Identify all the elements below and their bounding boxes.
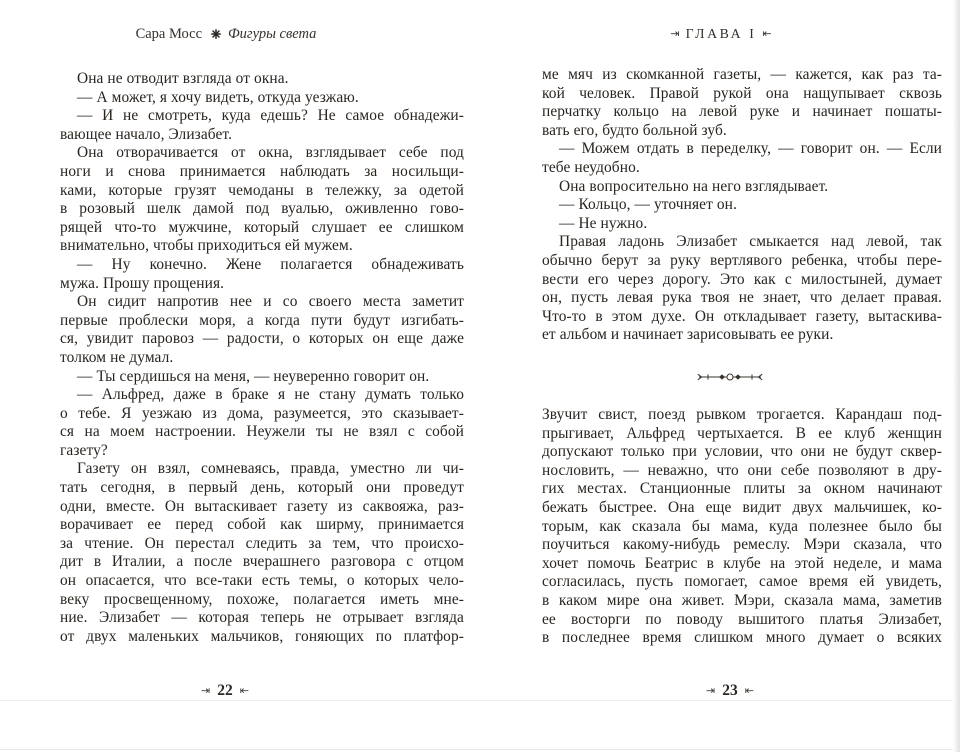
scan-artifact-line <box>0 749 960 750</box>
text-line: ет альбом и начинает зарисовывать ее руки. <box>542 326 834 344</box>
text-line: — Ну конечно. Жене полагается обнадеживать <box>77 255 464 273</box>
arrow-circle-divider-icon <box>697 369 763 379</box>
text-line: — Кольцо, — уточняет он. <box>559 196 737 214</box>
text-line: прыгивает, Альфред чертыхается. В ее клуб женщин <box>542 424 942 442</box>
text-line: за чтение. Он перестал следить за тем, что происхо- <box>60 534 464 552</box>
running-head-right <box>521 26 921 44</box>
text-line: рящей что-то мужчине, который слушает ее слишком <box>60 218 464 236</box>
text-line: ворачивает ее перед собой как ширму, принимается <box>60 516 464 534</box>
scan-page-edge <box>953 0 960 752</box>
arrow-to-bar-right-icon: ⇥ <box>670 27 680 40</box>
book-title: Фигуры света <box>228 26 317 42</box>
left-page <box>60 0 464 752</box>
text-line: обычно берут за руку вертлявого ребенка, чтобы пере- <box>542 251 942 269</box>
flower-asterisk-icon <box>211 27 221 44</box>
arrow-to-bar-right-icon: ⇥ <box>201 683 211 697</box>
text-line: — Альфред, даже в браке я не стану думать только <box>77 386 464 404</box>
scan-artifact-line <box>0 700 960 701</box>
text-line: ками, которые грузят чемоданы в тележку, за одетой <box>60 181 464 199</box>
folio-left <box>23 682 427 702</box>
text-line: Звучит свист, поезд рывком трогается. Карандаш под- <box>542 406 942 423</box>
text-line: ее восторги по поводу вышитого платья Элизабет, <box>542 610 942 628</box>
author-name: Сара Мосс <box>135 26 203 42</box>
text-line: ся на моем настроении. Неужели ты не взял с собой <box>60 423 464 441</box>
text-line: толком не думал. <box>60 348 174 366</box>
text-line: газету? <box>60 441 108 459</box>
text-line: допускают только при условии, что они не будут сквер- <box>542 443 942 461</box>
text-line: вающее начало, Элизабет. <box>60 125 233 143</box>
text-line: Она отворачивается от окна, взглядывает себе под <box>77 144 464 162</box>
text-line: Она не отводит взгляда от окна. <box>77 70 289 87</box>
text-line: Правая ладонь Элизабет смыкается над левой, так <box>559 233 942 251</box>
right-text-column-section-1 <box>542 66 942 345</box>
text-line: — А может, я хочу видеть, откуда уезжаю. <box>77 88 359 106</box>
text-line: тать сегодня, в первый день, который они проведут <box>60 479 464 497</box>
text-line: согласилась, пусть помогает, самое время ей увидеть, <box>542 573 942 591</box>
text-line: вести его через дорогу. Это как с милостыней, думает <box>542 270 942 288</box>
text-line: ме мяч из скомканной газеты, — кажется, как раз та- <box>542 66 942 83</box>
text-line: тебе неудобно. <box>542 158 640 176</box>
text-line: он опасается, что все-таки есть темы, о которых чело- <box>60 572 464 590</box>
text-line: первые проблески моря, а когда пути будут изгибать- <box>60 311 464 329</box>
arrow-to-bar-left-icon: ⇤ <box>744 683 754 697</box>
text-line: — И не смотреть, куда едешь? Не самое обнадежи- <box>77 107 464 125</box>
chapter-heading: ГЛАВА I <box>685 26 757 41</box>
text-line: перчатку кольцо на левой руке и начинает пошаты- <box>542 103 942 121</box>
text-line: Что-то в этом духе. Он откладывает газету, вытаскива- <box>542 307 942 325</box>
text-line: торым, как сказала бы мама, куда полезнее было бы <box>542 517 942 535</box>
text-line: нословить, — неважно, что они себе позволяют в дру- <box>542 461 942 479</box>
text-line: одни, вместе. Он вытаскивает газету из саквояжа, раз- <box>60 497 464 515</box>
arrow-to-bar-left-icon: ⇤ <box>762 27 772 40</box>
text-line: бежать быстрее. Она еще видит двух мальчишек, ко- <box>542 498 942 516</box>
text-line: вать его, будто больной зуб. <box>542 121 727 139</box>
text-line: ся, увидит паровоз — радости, о которых он еще даже <box>60 330 464 348</box>
text-line: в каком мире она живет. Мэри, сказала мама, заметив <box>542 591 942 609</box>
page-number-right: 23 <box>722 682 738 699</box>
text-line: кой человек. Правой рукой она нащупывает сквозь <box>542 84 942 102</box>
text-line: в последнее время слишком много думает о всяких <box>542 629 942 647</box>
text-line: мужа. Прошу прощения. <box>60 274 225 292</box>
text-line: о тебе. Я уезжаю из дома, разумеется, это сказывает- <box>60 404 464 422</box>
text-line: хочет помочь Беатрис в клубе на этой неделе, и мама <box>542 554 942 572</box>
text-line: — Можем отдать в переделку, — говорит он. — Если <box>559 140 942 158</box>
text-line: Газету он взял, сомневаясь, правда, уместно ли чи- <box>77 460 464 478</box>
text-line: — Не нужно. <box>559 214 648 232</box>
arrow-to-bar-right-icon: ⇥ <box>706 683 716 697</box>
text-line: Она вопросительно на него взглядывает. <box>559 177 829 195</box>
text-line: — Ты сердишься на меня, — неуверенно говорит он. <box>77 367 430 385</box>
text-line: ние. Элизабет — которая теперь не отрывает взгляда <box>60 609 464 627</box>
text-line: гих местах. Станционные плиты за окном начинают <box>542 480 942 498</box>
right-text-column-section-2 <box>542 406 942 648</box>
text-line: веку просвещенному, похоже, полагается иметь мне- <box>60 590 464 608</box>
folio-right <box>530 682 930 702</box>
page-number-left: 22 <box>217 682 233 699</box>
right-page <box>542 0 942 752</box>
text-line: внимательно, чтобы приходиться ей мужем. <box>60 237 353 255</box>
text-line: поучиться какому-нибудь ремеслу. Мэри сказала, что <box>542 536 942 554</box>
text-line: Он сидит напротив нее и со своего места заметит <box>77 293 464 311</box>
text-line: он, пусть левая рука твоя не знает, что делает правая. <box>542 289 942 307</box>
text-line: от двух маленьких мальчиков, гоняющих по платфор- <box>60 627 464 645</box>
text-line: дит в Италии, а после вчерашнего разговора с отцом <box>60 553 464 571</box>
arrow-to-bar-left-icon: ⇤ <box>239 683 249 697</box>
left-text-column <box>60 70 464 646</box>
text-line: ноги и снова принимается наблюдать за носильщи- <box>60 162 464 180</box>
text-line: в розовый шелк дамой под вуалью, оживленно гово- <box>60 200 464 218</box>
running-head-left <box>24 26 428 44</box>
